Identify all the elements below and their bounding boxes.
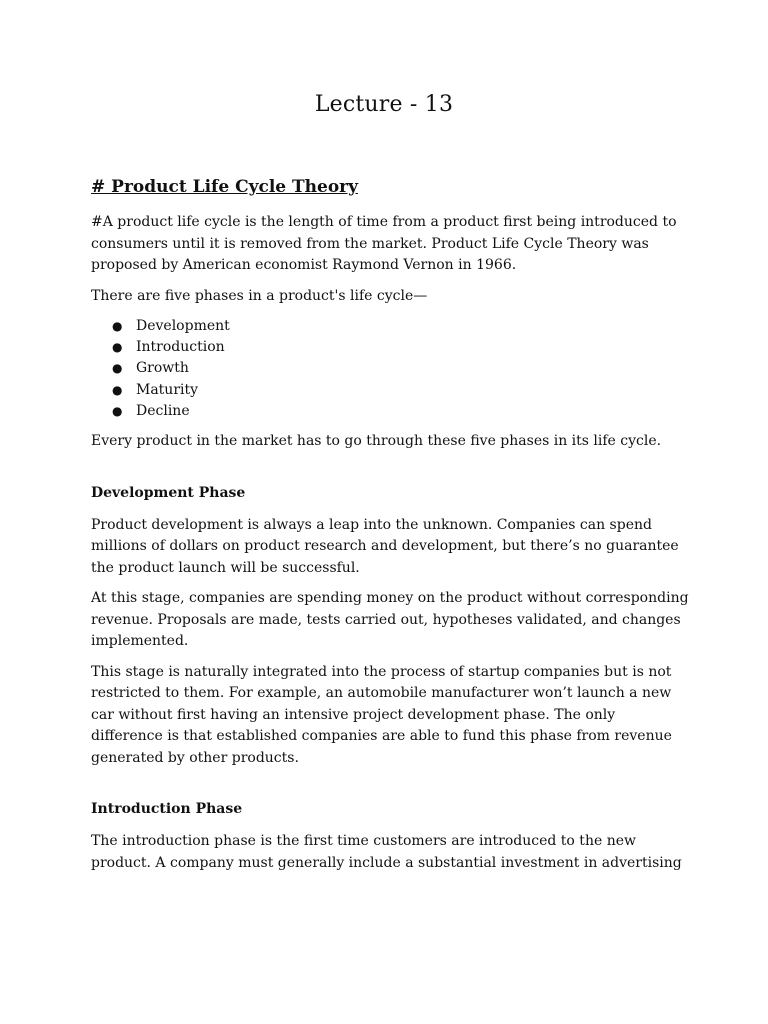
section-heading: # Product Life Cycle Theory xyxy=(91,177,359,197)
bullet-icon: ● xyxy=(112,319,123,333)
document-body xyxy=(91,174,691,883)
list-item-label: Development xyxy=(136,318,230,334)
development-paragraph-2: At this stage, companies are spending money on the product without corresponding revenue. Proposals are made, tests carried out, hypotheses validated, and changes implemented. xyxy=(91,590,689,650)
development-phase-heading: Development Phase xyxy=(91,484,246,501)
bullet-icon: ● xyxy=(112,403,123,418)
introduction-phase-heading: Introduction Phase xyxy=(91,801,243,818)
bullet-icon: ● xyxy=(112,382,123,397)
development-paragraph-1: Product development is always a leap into the unknown. Companies can spend millions of dollars on product research and development, but there’s no guarantee the product launch will be successful. xyxy=(91,516,679,576)
intro-paragraph: #A product life cycle is the length of time from a product first being introduced to consumers until it is removed from the market. Product Life Cycle Theory was proposed by American economist Raymond Vernon in 1966. xyxy=(91,214,677,273)
phases-outro-paragraph: Every product in the market has to go through these five phases in its life cycle. xyxy=(91,433,662,450)
phases-list xyxy=(91,316,691,422)
list-item-label: Introduction xyxy=(136,339,225,356)
introduction-paragraph-1: The introduction phase is the first time customers are introduced to the new product. A company must generally include a substantial investment in advertising xyxy=(91,833,682,871)
list-item-label: Growth xyxy=(136,360,189,377)
list-item xyxy=(91,401,691,422)
bullet-icon: ● xyxy=(112,340,123,355)
list-item-label: Maturity xyxy=(136,381,199,398)
bullet-icon: ● xyxy=(112,361,123,376)
list-item xyxy=(91,316,691,337)
phases-intro-paragraph: There are five phases in a product's life cycle— xyxy=(91,287,428,304)
page-title: Lecture - 13 xyxy=(314,92,454,117)
development-paragraph-3: This stage is naturally integrated into the process of startup companies but is not restricted to them. For example, an automobile manufacturer won’t launch a new car without first having an intensive project development phase. The only difference is that established companies are able to fund this phase from revenue generated by other products. xyxy=(91,663,672,766)
list-item-label: Decline xyxy=(136,402,190,419)
list-item xyxy=(91,337,691,358)
list-item xyxy=(91,358,691,379)
list-item xyxy=(91,380,691,401)
